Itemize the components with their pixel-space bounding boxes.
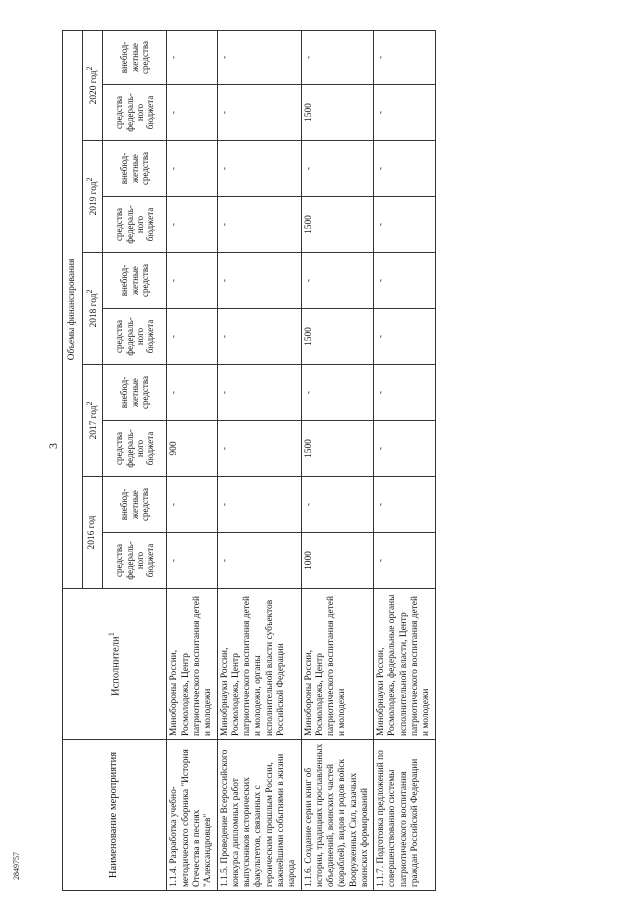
value-cell: -	[217, 421, 301, 477]
value-cell: -	[374, 365, 435, 421]
table-body	[167, 30, 435, 890]
year-footnote: 2	[85, 177, 94, 182]
value-cell: -	[217, 477, 301, 533]
value-cell: -	[167, 85, 217, 141]
year-label: 2017 год	[89, 405, 100, 440]
funding-table	[62, 30, 436, 891]
federal-budget-subheader: средства федераль-ного бюджета	[103, 85, 167, 141]
value-cell: -	[374, 30, 435, 84]
value-cell: -	[374, 533, 435, 589]
executors-cell: Минобороны России, Росмолодежь, Центр патриотического воспитания детей и молодежи	[301, 589, 374, 740]
table-row	[301, 30, 374, 890]
value-cell: 1500	[301, 197, 374, 253]
executors-cell: Минобороны России, Росмолодежь, Центр патриотического воспитания детей и молодежи	[167, 589, 217, 740]
value-cell: -	[374, 253, 435, 309]
value-cell: 1500	[301, 421, 374, 477]
extrabudgetary-subheader: внебюд-жетные средства	[103, 477, 167, 533]
page-number: 3	[46, 443, 60, 449]
value-cell: -	[374, 141, 435, 197]
value-cell: -	[217, 197, 301, 253]
year-header	[83, 253, 103, 365]
funding-header: Объемы финансирования	[63, 30, 83, 588]
value-cell: 900	[167, 421, 217, 477]
event-cell: 1.1.4. Разработка учебно-методического сборника "История Отечества в песнях "Александровцев"	[167, 740, 217, 891]
value-cell: -	[374, 309, 435, 365]
value-cell: -	[217, 30, 301, 84]
federal-budget-subheader: средства федераль-ного бюджета	[103, 533, 167, 589]
value-cell: -	[301, 365, 374, 421]
year-label: 2020 год	[89, 70, 100, 105]
federal-budget-subheader: средства федераль-ного бюджета	[103, 197, 167, 253]
executor-header-text: Исполнители	[110, 636, 122, 696]
year-label: 2018 год	[89, 293, 100, 328]
value-cell: 1500	[301, 309, 374, 365]
executors-cell: Минобрнауки России, Росмолодежь, Центр патриотического воспитания детей и молодежи, органы исполнительной власти субъектов Российской Федерации	[217, 589, 301, 740]
executors-cell: Минобрнауки России, Росмолодежь, федеральные органы исполнительной власти, Центр патриотического воспитания детей и молодежи	[374, 589, 435, 740]
table-row	[217, 30, 301, 890]
executor-column-header	[63, 589, 167, 740]
value-cell: -	[301, 253, 374, 309]
event-cell: 1.1.7. Подготовка предложений по совершенствованию системы патриотического воспитания граждан Российской Федерации	[374, 740, 435, 891]
value-cell: -	[217, 141, 301, 197]
value-cell: -	[167, 30, 217, 84]
value-cell: 1000	[301, 533, 374, 589]
year-label: 2019 год	[89, 181, 100, 216]
event-column-header: Наименование мероприятия	[63, 740, 167, 891]
value-cell: -	[217, 533, 301, 589]
table-row	[167, 30, 217, 890]
federal-budget-subheader: средства федераль-ного бюджета	[103, 309, 167, 365]
extrabudgetary-subheader: внебюд-жетные средства	[103, 253, 167, 309]
executor-header-footnote: 1	[106, 632, 117, 637]
event-cell: 1.1.6. Создание серии книг об истории, традициях прославленных объединений, воинских частей (кораблей), видов и родов войск Вооруженных Сил, казачьих воинских формирований	[301, 740, 374, 891]
extrabudgetary-subheader: внебюд-жетные средства	[103, 365, 167, 421]
value-cell: -	[301, 477, 374, 533]
value-cell: -	[301, 141, 374, 197]
year-label: 2016 год	[87, 515, 98, 550]
event-cell: 1.1.5. Проведение Всероссийского конкурса дипломных работ выпускников исторических факультетов, связанных с героическим прошлым России, важнейшими событиями в жизни народа	[217, 740, 301, 891]
year-footnote: 2	[85, 66, 94, 71]
year-header	[83, 30, 103, 140]
value-cell: -	[217, 253, 301, 309]
extrabudgetary-subheader: внебюд-жетные средства	[103, 30, 167, 84]
value-cell: -	[167, 365, 217, 421]
value-cell: -	[374, 197, 435, 253]
value-cell: -	[167, 197, 217, 253]
funding-table-block	[62, 31, 622, 891]
year-header	[83, 365, 103, 477]
extrabudgetary-subheader: внебюд-жетные средства	[103, 141, 167, 197]
value-cell: -	[374, 85, 435, 141]
year-header	[83, 141, 103, 253]
value-cell: -	[217, 309, 301, 365]
value-cell: -	[374, 421, 435, 477]
document-id: 2849757	[12, 852, 21, 880]
table-row	[374, 30, 435, 890]
value-cell: -	[167, 309, 217, 365]
value-cell: -	[217, 365, 301, 421]
value-cell: 1500	[301, 85, 374, 141]
value-cell: -	[167, 141, 217, 197]
value-cell: -	[167, 477, 217, 533]
federal-budget-subheader: средства федераль-ного бюджета	[103, 421, 167, 477]
year-header	[83, 477, 103, 589]
value-cell: -	[167, 253, 217, 309]
year-footnote: 2	[85, 401, 94, 406]
year-footnote: 2	[85, 289, 94, 294]
value-cell: -	[374, 477, 435, 533]
value-cell: -	[217, 85, 301, 141]
value-cell: -	[167, 533, 217, 589]
value-cell: -	[301, 30, 374, 84]
